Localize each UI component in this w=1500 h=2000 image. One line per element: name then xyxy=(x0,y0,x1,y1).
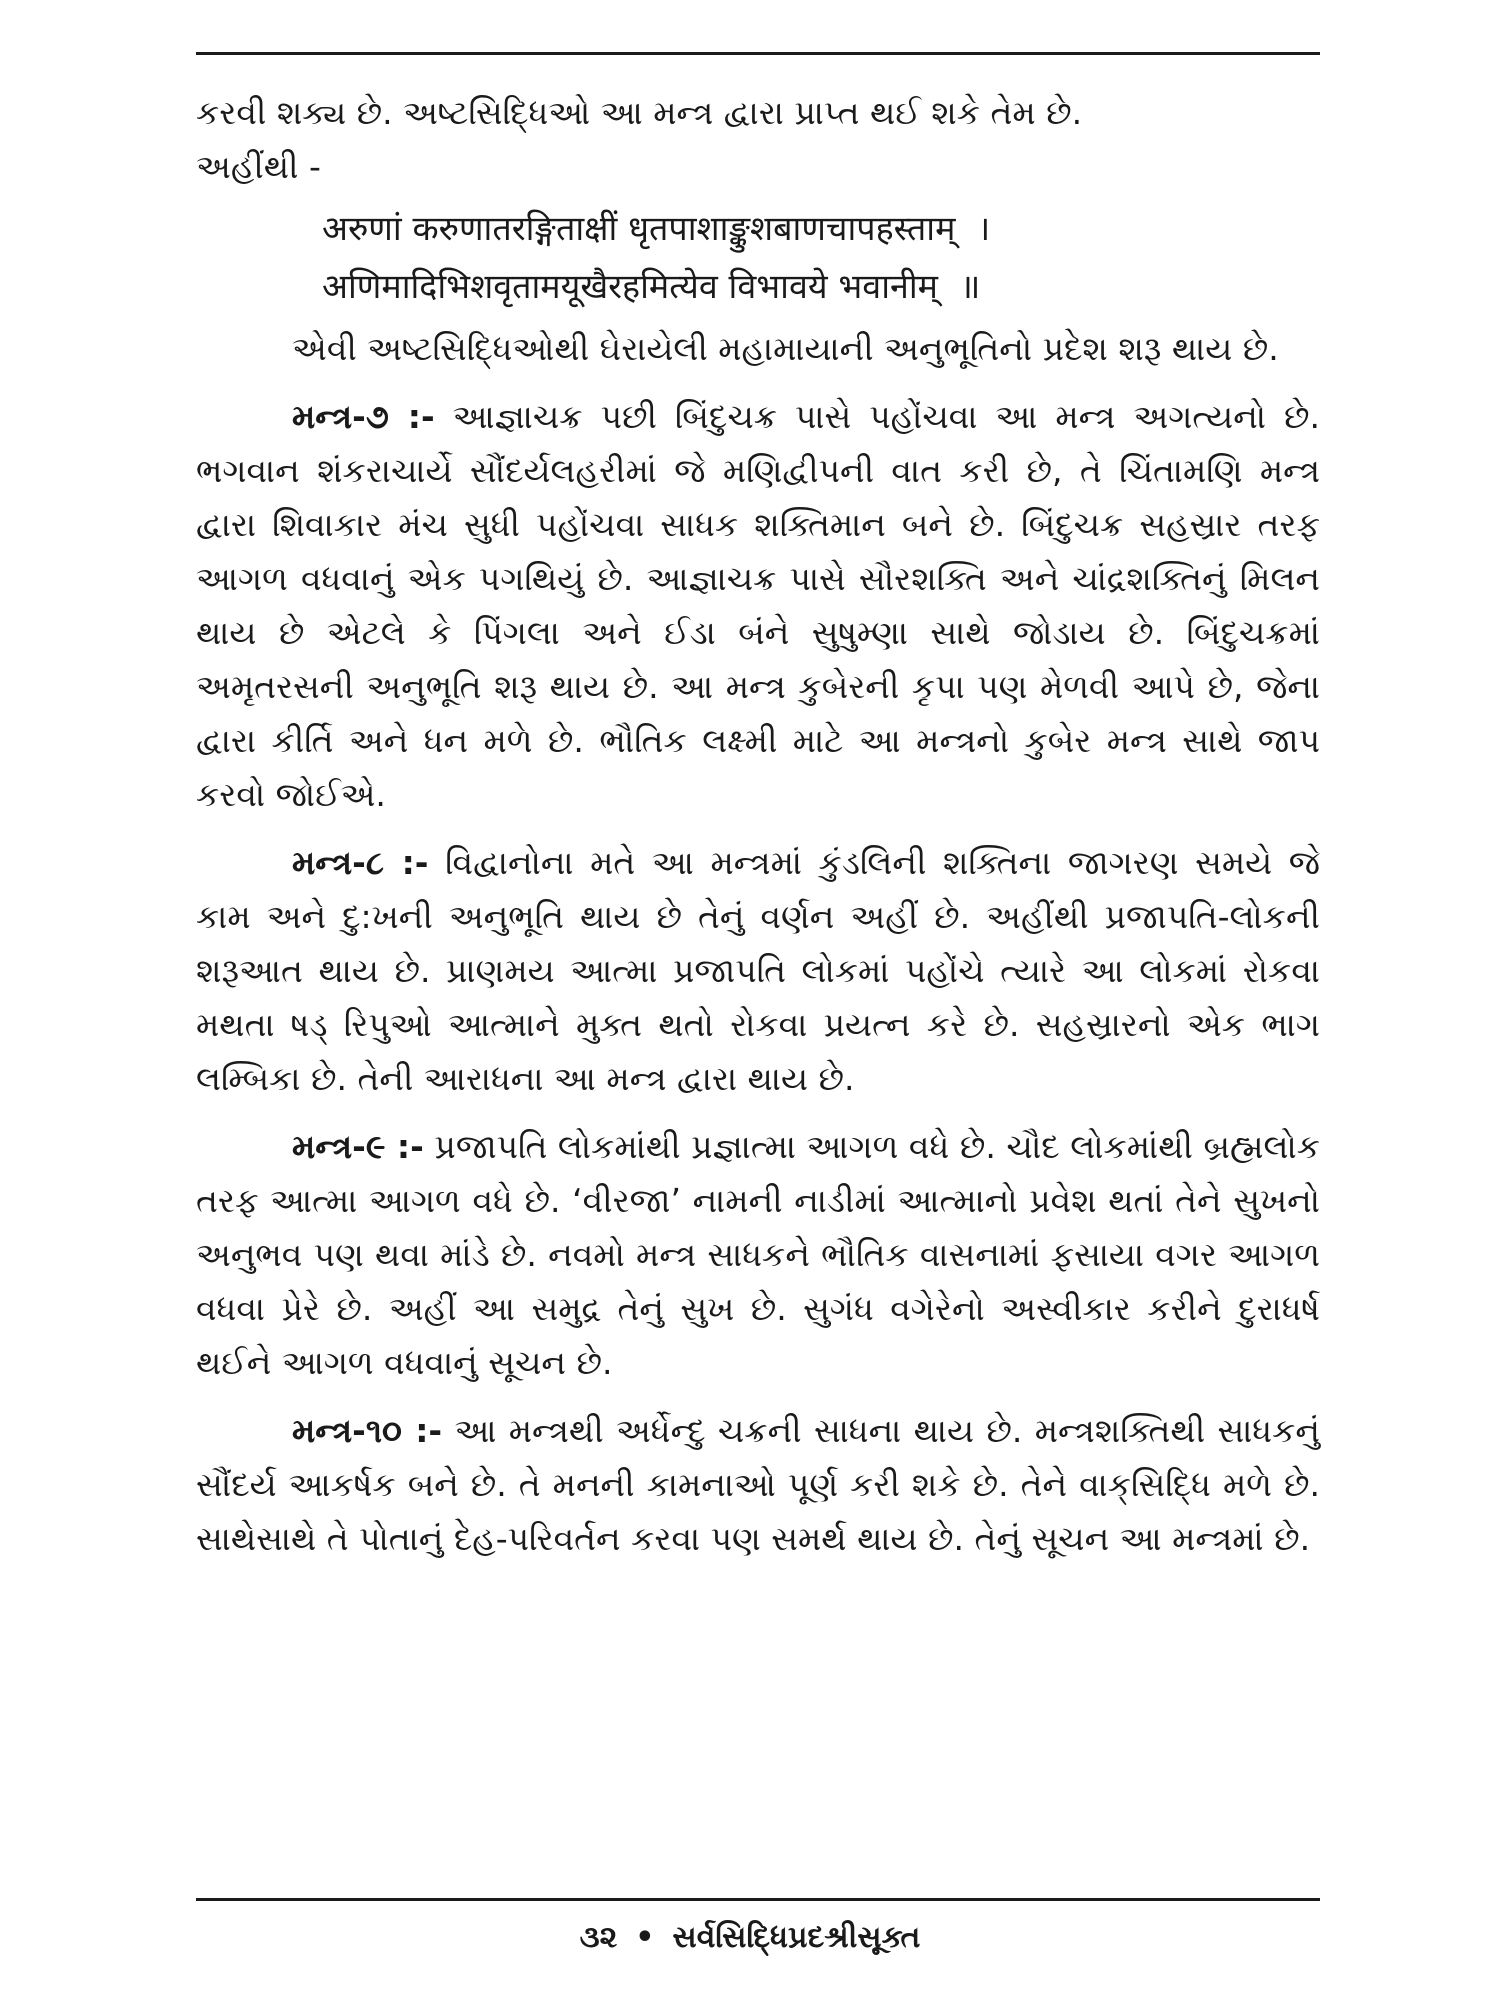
top-rule xyxy=(196,52,1320,55)
page-number: ૩૨ xyxy=(579,1920,618,1955)
verse-line-1-text: अरुणां करुणातरङ्गिताक्षीं धृतपाशाङ्कुशबाणचापहस्ताम् xyxy=(322,209,956,249)
sanskrit-verse xyxy=(322,200,1320,316)
page-body xyxy=(196,86,1320,1566)
section-mantra-9 xyxy=(196,1120,1320,1390)
section-text: પ્રજાપતિ લોકમાંથી પ્રજ્ઞાત્મા આગળ વધે છે. ચૌદ લોકમાંથી બ્રહ્મલોક તરફ આત્મા આગળ વધે છે. ‘વીરજા’ નામની નાડીમાં આત્માનો પ્રવેશ થતાં તેને સુખનો અનુભવ પણ થવા માંડે છે. નવમો મન્ત્ર સાધકને ભૌતિક વાસનામાં ફસાયા વગર આગળ વધવા પ્રેરે છે. અહીં આ સમુદ્ર તેનું સુખ છે. સુગંધ વગેરેનો અસ્વીકાર કરીને દુરાધર્ષ થઈને આગળ વધવાનું સૂચન છે. xyxy=(196,1127,1320,1382)
verse-line-2-text: अणिमादिभिशवृतामयूखैरहमित्येव विभावये भवानीम् xyxy=(322,267,939,307)
bottom-rule xyxy=(196,1898,1320,1901)
book-title: સર્વસિદ્ધિપ્રદશ્રીસૂક્ત xyxy=(672,1920,921,1955)
section-heading: મન્ત્ર-૮ :- xyxy=(292,843,429,882)
after-verse-paragraph: એવી અષ્ટસિદ્ધિઓથી ઘેરાયેલી મહામાયાની અનુભૂતિનો પ્રદેશ શરૂ થાય છે. xyxy=(292,329,1279,368)
section-heading: મન્ત્ર-૭ :- xyxy=(292,397,435,436)
verse-line-2 xyxy=(322,258,1320,316)
section-mantra-8 xyxy=(196,836,1320,1106)
section-mantra-10 xyxy=(196,1404,1320,1566)
verse-line-2-danda: ॥ xyxy=(960,267,981,307)
intro-line-1: કરવી શક્ય છે. અષ્ટસિદ્ધિઓ આ મન્ત્ર દ્વારા પ્રાપ્ત થઈ શકે તેમ છે. xyxy=(196,93,1083,132)
page-footer xyxy=(0,1920,1500,1955)
section-text: આ મન્ત્રથી અર્ધેન્દુ ચક્રની સાધના થાય છે. મન્ત્રશક્તિથી સાધકનું સૌંદર્ય આકર્ષક બને છે. તે મનની કામનાઓ પૂર્ણ કરી શકે છે. તેને વાક્‌સિદ્ધિ મળે છે. સાથેસાથે તે પોતાનું દેહ-પરિવર્તન કરવા પણ સમર્થ થાય છે. તેનું સૂચન આ મન્ત્રમાં છે. xyxy=(196,1411,1320,1558)
footer-bullet: • xyxy=(635,1920,655,1955)
section-mantra-7 xyxy=(196,390,1320,822)
section-heading: મન્ત્ર-૧૦ :- xyxy=(292,1411,443,1450)
verse-line-1-danda: । xyxy=(977,209,991,249)
section-text: વિદ્વાનોના મતે આ મન્ત્રમાં કુંડલિની શક્તિના જાગરણ સમયે જે કામ અને દુ:ખની અનુભૂતિ થાય છે તેનું વર્ણન અહીં છે. અહીંથી પ્રજાપતિ-લોકની શરૂઆત થાય છે. પ્રાણમય આત્મા પ્રજાપતિ લોકમાં પહોંચે ત્યારે આ લોકમાં રોકવા મથતા ષડ્ રિપુઓ આત્માને મુક્ત થતો રોકવા પ્રયત્ન કરે છે. સહસ્રારનો એક ભાગ લમ્બિકા છે. તેની આરાધના આ મન્ત્ર દ્વારા થાય છે. xyxy=(196,843,1321,1098)
section-text: આજ્ઞાચક્ર પછી બિંદુચક્ર પાસે પહોંચવા આ મન્ત્ર અગત્યનો છે. ભગવાન શંકરાચાર્યે સૌંદર્યલહરીમાં જે મણિદ્વીપની વાત કરી છે, તે ચિંતામણિ મન્ત્ર દ્વારા શિવાકાર મંચ સુધી પહોંચવા સાધક શક્તિમાન બને છે. બિંદુચક્ર સહસ્રાર તરફ આગળ વધવાનું એક પગથિયું છે. આજ્ઞાચક્ર પાસે સૌરશક્તિ અને ચાંદ્રશક્તિનું મિલન થાય છે એટલે કે પિંગલા અને ઈડા બંને સુષુમ્ણા સાથે જોડાય છે. બિંદુચક્રમાં અમૃતરસની અનુભૂતિ શરૂ થાય છે. આ મન્ત્ર કુબેરની કૃપા પણ મેળવી આપે છે, જેના દ્વારા કીર્તિ અને ધન મળે છે. ભૌતિક લક્ષ્મી માટે આ મન્ત્રનો કુબેર મન્ત્ર સાથે જાપ કરવો જોઈએ. xyxy=(196,397,1321,814)
verse-line-1 xyxy=(322,200,1320,258)
intro-line-2: અહીંથી - xyxy=(196,147,321,186)
section-heading: મન્ત્ર-૯ :- xyxy=(292,1127,424,1166)
